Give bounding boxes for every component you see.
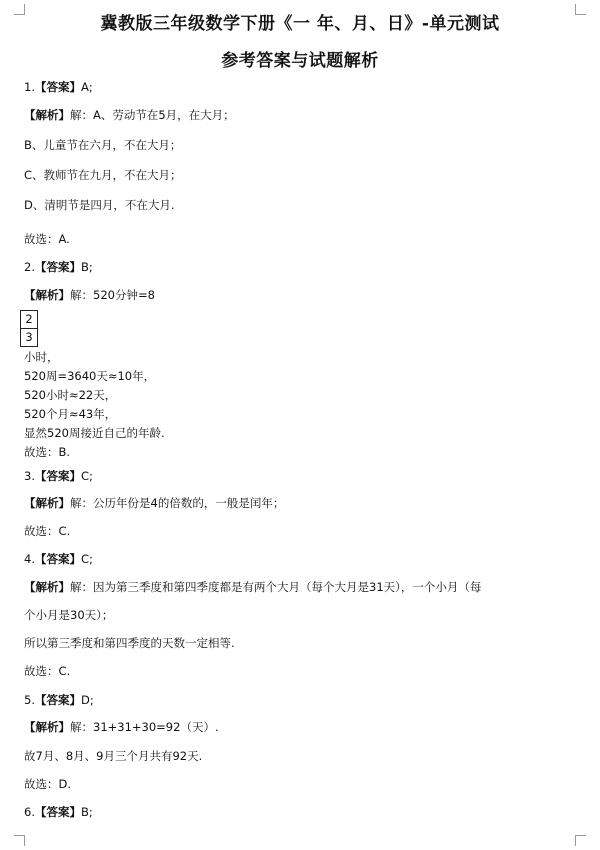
- q4-conclusion: 故选：C.: [24, 664, 71, 678]
- answer-tag: 【答案】: [34, 260, 81, 274]
- analysis-tag: 【解析】: [24, 288, 70, 302]
- q1-line: D、清明节是四月，不在大月.: [24, 198, 175, 212]
- q2-line: 520周=3640天≈10年，: [24, 369, 156, 383]
- answer-tag: 【答案】: [34, 805, 81, 819]
- analysis-tag: 【解析】: [24, 580, 70, 594]
- crop-mark: [575, 835, 586, 846]
- q5-line: 故7月、8月、9月三个月共有92天.: [24, 749, 203, 763]
- document-subtitle: 参考答案与试题解析: [221, 51, 379, 71]
- q5-conclusion: 故选：D.: [24, 777, 72, 791]
- analysis-text: 解：520分钟=8: [70, 288, 155, 302]
- q1-line: C、教师节在九月，不在大月；: [24, 168, 182, 182]
- q4-line: 个小月是30天）；: [24, 608, 114, 622]
- answer-value: B;: [80, 805, 93, 819]
- question-number: 4.: [24, 552, 35, 566]
- analysis-text: 解：A、劳动节在5月，在大月；: [70, 108, 235, 122]
- fraction-box: [20, 310, 38, 347]
- fraction-denominator: 3: [25, 330, 33, 344]
- question-number: 1.: [24, 80, 35, 94]
- crop-mark: [14, 835, 25, 846]
- answer-tag: 【答案】: [34, 469, 81, 483]
- q4-analysis-line: [24, 580, 481, 595]
- question-number: 5.: [24, 693, 35, 707]
- q1-line: B、儿童节在六月，不在大月；: [24, 138, 182, 152]
- answer-value: D;: [80, 693, 94, 707]
- answer-value: A;: [80, 80, 93, 94]
- question-number: 6.: [24, 805, 35, 819]
- fraction-numerator: 2: [21, 311, 37, 329]
- q3-answer-line: [24, 469, 93, 484]
- answer-tag: 【答案】: [34, 80, 81, 94]
- q2-line: 显然520周接近自己的年龄.: [24, 426, 165, 440]
- answer-value: B;: [80, 260, 93, 274]
- q5-answer-line: [24, 693, 94, 708]
- analysis-tag: 【解析】: [24, 720, 70, 734]
- q2-conclusion: 故选：B.: [24, 445, 71, 459]
- q2-line: 小时，: [24, 350, 59, 364]
- document-title: 冀教版三年级数学下册《一 年、月、日》-单元测试: [100, 14, 500, 34]
- q4-line: 所以第三季度和第四季度的天数一定相等.: [24, 636, 235, 650]
- question-number: 3.: [24, 469, 35, 483]
- q2-answer-line: [24, 260, 93, 275]
- q1-analysis-line: [24, 108, 235, 123]
- analysis-text: 解：因为第三季度和第四季度都是有两个大月（每个大月是31天），一个小月（每: [70, 580, 482, 594]
- answer-value: C;: [80, 552, 93, 566]
- q2-line: 520小时≈22天，: [24, 388, 117, 402]
- q2-analysis-line: [24, 288, 155, 303]
- q3-analysis-line: [24, 496, 284, 511]
- answer-tag: 【答案】: [34, 552, 81, 566]
- answer-tag: 【答案】: [34, 693, 81, 707]
- q2-line: 520个月≈43年，: [24, 407, 117, 421]
- analysis-text: 解：公历年份是4的倍数的，一般是闰年；: [70, 496, 285, 510]
- q1-answer-line: [24, 80, 93, 95]
- q1-conclusion: 故选：A.: [24, 232, 70, 246]
- q6-answer-line: [24, 805, 93, 820]
- q5-analysis-line: [24, 720, 219, 735]
- q3-conclusion: 故选：C.: [24, 524, 71, 538]
- analysis-tag: 【解析】: [24, 496, 70, 510]
- answer-value: C;: [80, 469, 93, 483]
- analysis-tag: 【解析】: [24, 108, 70, 122]
- analysis-text: 解：31+31+30=92（天）.: [70, 720, 219, 734]
- q4-answer-line: [24, 552, 93, 567]
- question-number: 2.: [24, 260, 35, 274]
